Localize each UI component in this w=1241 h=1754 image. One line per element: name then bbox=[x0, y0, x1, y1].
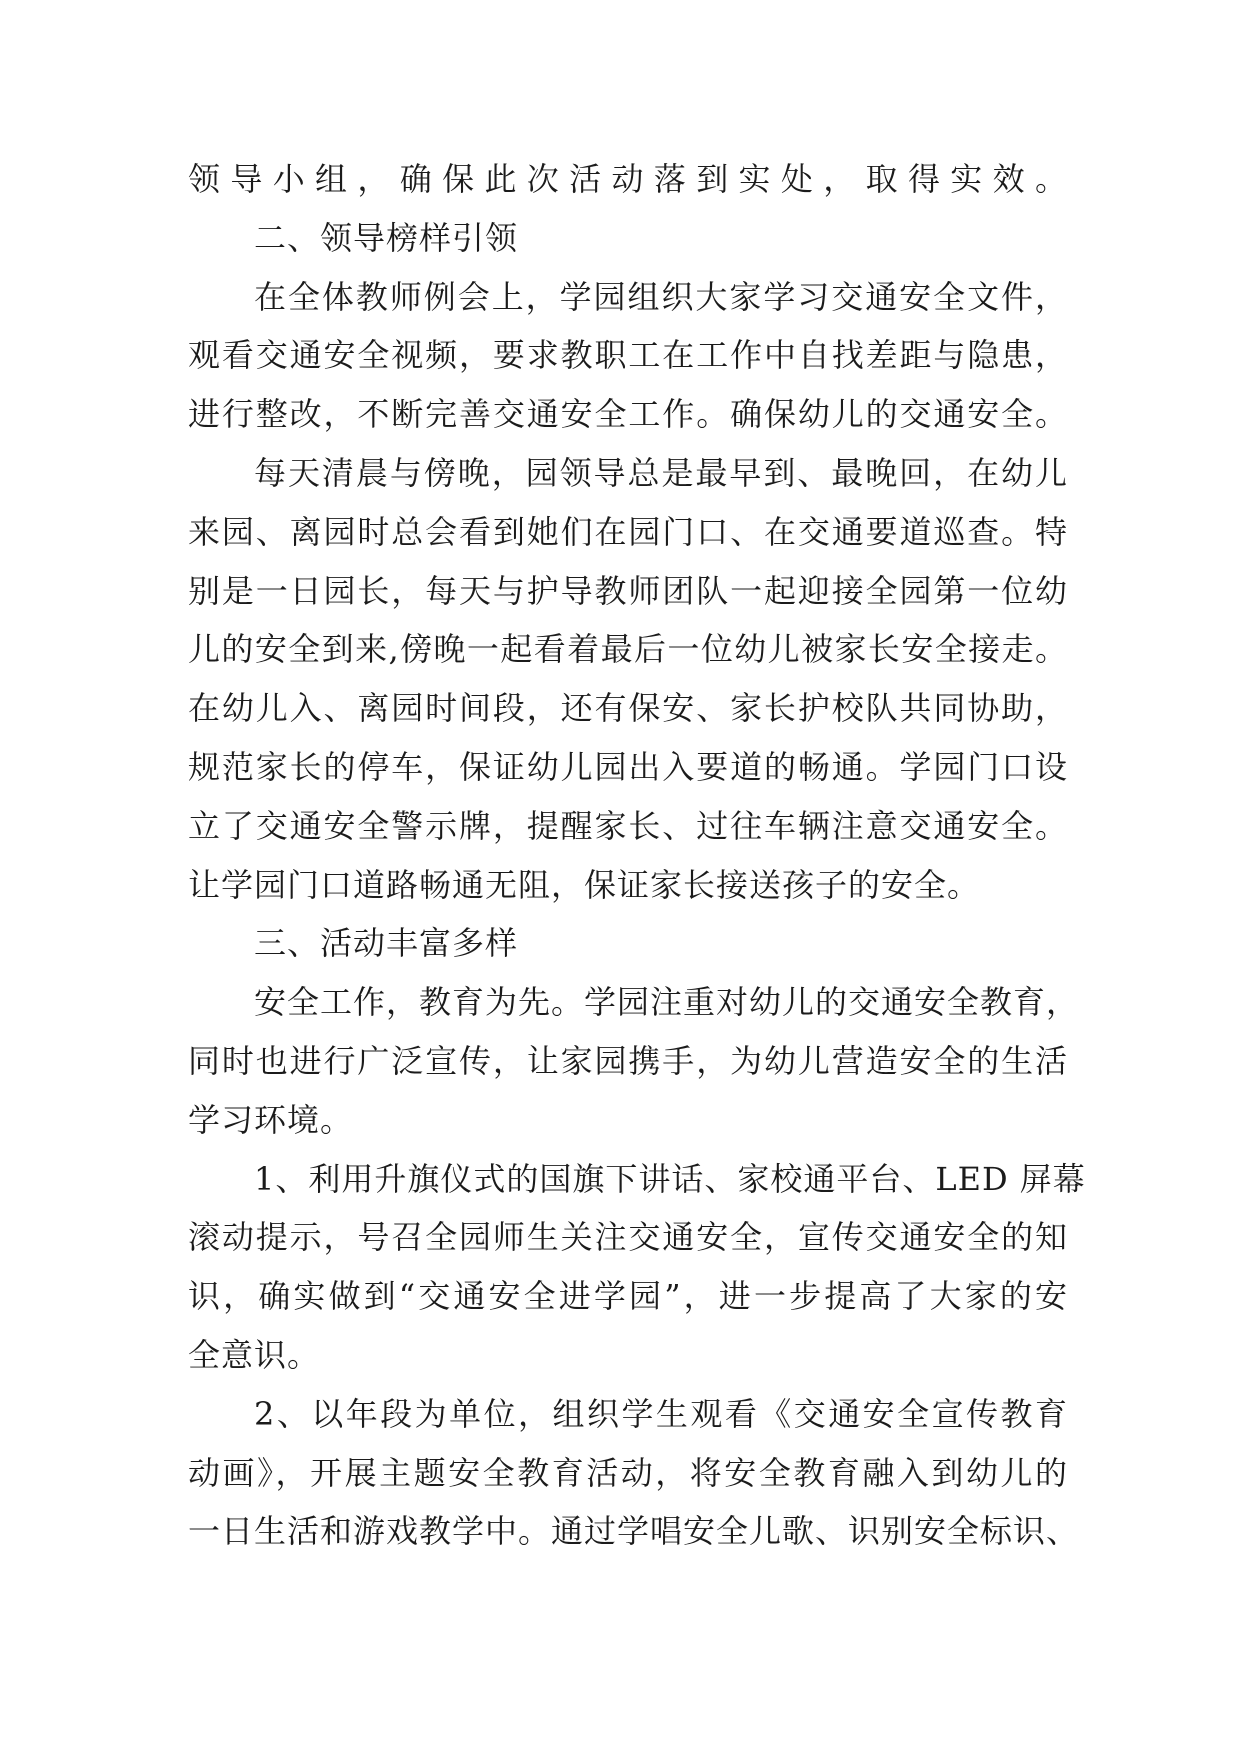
body-text-line: 安全工作，教育为先。学园注重对幼儿的交通安全教育， bbox=[254, 983, 1080, 1022]
body-text-line: 领导小组，确保此次活动落到实处，取得实效。 bbox=[188, 160, 1068, 198]
body-text-line: 识，确实做到“交通安全进学园”，进一步提高了大家的安 bbox=[188, 1277, 1068, 1316]
body-text-line: 儿的安全到来,傍晚一起看着最后一位幼儿被家长安全接走。 bbox=[188, 630, 1068, 669]
body-text-line: 学习环境。 bbox=[188, 1100, 354, 1139]
body-text-line: 全意识。 bbox=[188, 1335, 321, 1374]
body-text-line: 让学园门口道路畅通无阻，保证家长接送孩子的安全。 bbox=[188, 865, 981, 904]
document-body bbox=[188, 150, 1086, 1561]
body-text-line: 一日生活和游戏教学中。通过学唱安全儿歌、识别安全标识、 bbox=[188, 1512, 1080, 1551]
body-text-line: 观看交通安全视频，要求教职工在工作中自找差距与隐患， bbox=[188, 336, 1068, 375]
body-text-line: 规范家长的停车，保证幼儿园出入要道的畅通。学园门口设 bbox=[188, 747, 1068, 786]
body-text-line: 动画》，开展主题安全教育活动，将安全教育融入到幼儿的 bbox=[188, 1453, 1068, 1492]
body-text-line: 别是一日园长，每天与护导教师团队一起迎接全园第一位幼 bbox=[188, 571, 1068, 610]
body-text-line: 1、利用升旗仪式的国旗下讲话、家校通平台、LED 屏幕 bbox=[254, 1159, 1086, 1198]
body-text-line: 2、以年段为单位，组织学生观看《交通安全宣传教育 bbox=[254, 1394, 1068, 1433]
section-heading: 二、领导榜样引领 bbox=[254, 218, 519, 257]
body-text-line: 滚动提示，号召全园师生关注交通安全，宣传交通安全的知 bbox=[188, 1218, 1068, 1257]
body-text-line: 同时也进行广泛宣传，让家园携手，为幼儿营造安全的生活 bbox=[188, 1041, 1068, 1080]
body-text-line: 来园、离园时总会看到她们在园门口、在交通要道巡查。特 bbox=[188, 512, 1068, 551]
body-text-line: 进行整改，不断完善交通安全工作。确保幼儿的交通安全。 bbox=[188, 395, 1068, 434]
body-text-line: 在幼儿入、离园时间段，还有保安、家长护校队共同协助， bbox=[188, 689, 1068, 728]
body-text-line: 立了交通安全警示牌，提醒家长、过往车辆注意交通安全。 bbox=[188, 806, 1068, 845]
body-text-line: 每天清晨与傍晚，园领导总是最早到、最晚回，在幼儿 bbox=[254, 453, 1068, 492]
section-heading: 三、活动丰富多样 bbox=[254, 924, 519, 963]
body-text-line: 在全体教师例会上，学园组织大家学习交通安全文件， bbox=[254, 277, 1068, 316]
